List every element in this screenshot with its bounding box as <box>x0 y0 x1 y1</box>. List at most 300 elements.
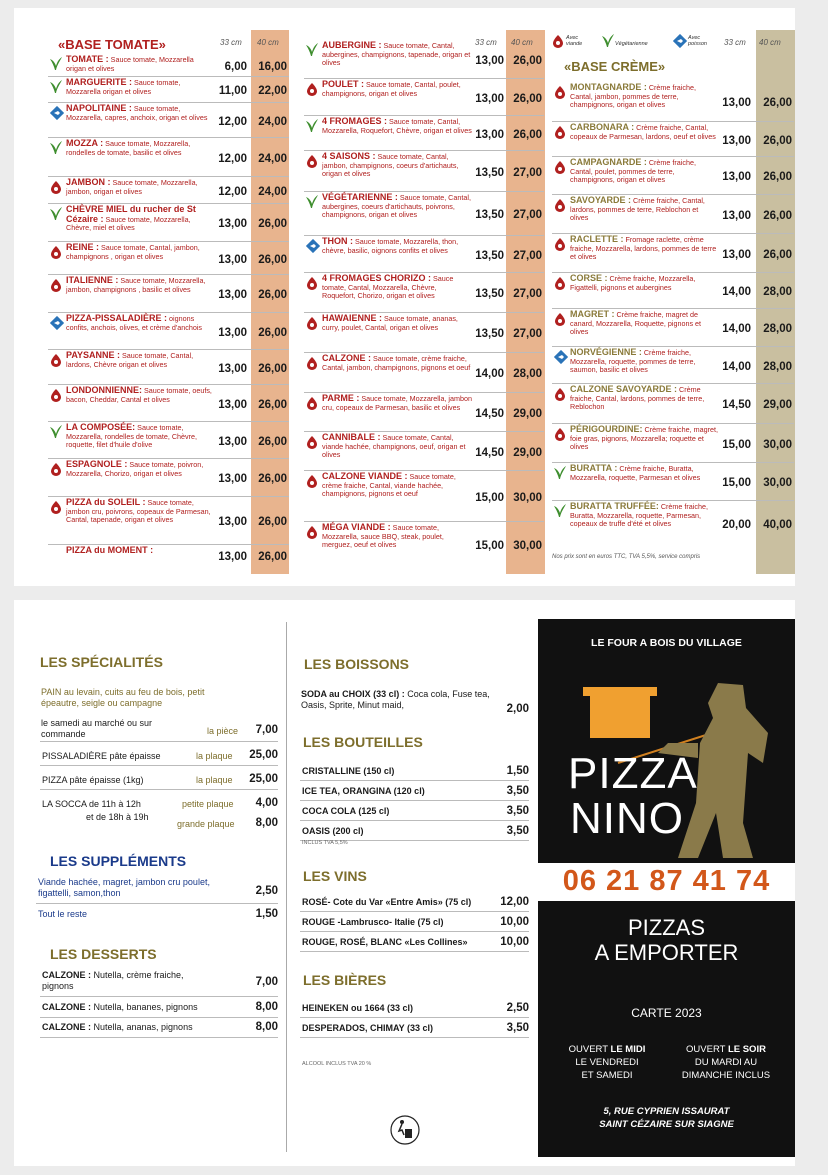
veg-icon <box>50 141 62 155</box>
meat-icon <box>50 353 62 367</box>
price-40cm: 26,00 <box>763 210 792 222</box>
price-33cm: 13,00 <box>722 210 751 222</box>
meat-icon <box>306 154 318 168</box>
price-40cm: 26,00 <box>258 363 287 375</box>
price-33cm: 13,50 <box>475 288 504 300</box>
pizza-item <box>322 274 472 301</box>
meat-icon <box>50 388 62 402</box>
socca-unit-large: grande plaque <box>177 819 235 829</box>
pizza-ingredients: Crème fraiche, Mozzarella, roquette, pommes de terre, saumon, basilic et olives <box>570 348 696 374</box>
price-40cm: 26,00 <box>258 218 287 230</box>
price-33cm: 13,00 <box>218 289 247 301</box>
dessert-desc: Nutella, crème fraiche, pignons <box>42 970 184 991</box>
meat-icon <box>554 160 566 174</box>
meat-icon <box>552 34 564 48</box>
phone-number[interactable]: 06 21 87 41 74 <box>562 865 771 897</box>
price-40cm: 29,00 <box>513 447 542 459</box>
pizza-name: JAMBON : <box>66 177 111 187</box>
opening-midi-label: OUVERT <box>568 1044 611 1055</box>
divider <box>40 789 278 790</box>
row-divider <box>300 951 529 952</box>
row-divider <box>40 1017 278 1018</box>
price-40cm: 28,00 <box>763 286 792 298</box>
price-33cm: 12,00 <box>218 153 247 165</box>
meat-icon <box>554 387 566 401</box>
item-name: HEINEKEN ou 1664 (33 cl) <box>302 1003 414 1013</box>
row-divider <box>300 1037 529 1038</box>
pizza-name: THON : <box>322 236 353 246</box>
price-40cm: 30,00 <box>513 492 542 504</box>
pizza-ingredients: oignons confits, anchois, olives, et crème d'anchois <box>66 314 203 332</box>
divider <box>36 903 278 904</box>
pizza-name: MÉGA VIANDE : <box>322 522 391 532</box>
pizza-item <box>322 472 472 499</box>
alcohol-tax-note: ALCOOL INCLUS TVA 20 % <box>302 1061 372 1067</box>
price-40cm: 26,00 <box>513 93 542 105</box>
price-33cm: 13,50 <box>475 328 504 340</box>
pizza-name: CHÈVRE MIEL du rucher de St Cézaire : <box>66 204 196 224</box>
pizza-item <box>66 55 212 73</box>
section-title-boissons: LES BOISSONS <box>304 656 410 672</box>
pizza-ingredients: Sauce tomate, Mozzarella, rondelles de tomate, Chèvre, roquette, filet d'huile d'olive <box>66 423 198 449</box>
meat-icon <box>554 427 566 441</box>
price-40cm: 30,00 <box>763 439 792 451</box>
meat-icon <box>306 356 318 370</box>
pizza-ingredients: Sauce tomate, crème fraiche, Cantal, jambon, champignons, pignons et oeuf <box>322 354 471 372</box>
supplement-1-price: 2,50 <box>255 885 278 897</box>
pizza-item <box>570 464 718 482</box>
price-33cm: 13,00 <box>218 551 247 563</box>
item-name: ICE TEA, ORANGINA (120 cl) <box>302 786 425 796</box>
price-33cm: 15,00 <box>475 540 504 552</box>
price-40cm: 26,00 <box>763 171 792 183</box>
pizza-ingredients: Crème fraiche, magret de canard, Mozzarella, Roquette, pignons et olives <box>570 310 702 336</box>
price-40cm: 26,00 <box>763 97 792 109</box>
pizza-item <box>66 78 212 96</box>
pizza-item <box>66 498 212 525</box>
item-price: 3,50 <box>506 805 529 817</box>
dessert-name: CALZONE : <box>42 1022 91 1032</box>
veg-icon <box>50 207 62 221</box>
opening-soir-line-3: DIMANCHE INCLUS <box>681 1070 771 1081</box>
price-40cm: 26,00 <box>258 327 287 339</box>
fish-icon <box>673 34 685 48</box>
pizza-ingredients: Crème fraiche, Cantal, jambon, pommes de terre, champignons, origan et olives <box>570 83 696 109</box>
pizza-item <box>570 385 718 412</box>
col2-size40-header: 40 cm <box>511 38 533 47</box>
list-item <box>302 826 482 837</box>
price-33cm: 12,00 <box>218 116 247 128</box>
section-title-supplements: LES SUPPLÉMENTS <box>50 853 187 869</box>
pizza-ingredients: Sauce tomate, Cantal, Mozzarella, Chèvre, Roquefort, Chorizo, origan et olives <box>322 274 454 300</box>
price-40cm: 28,00 <box>763 323 792 335</box>
price-40cm: 26,00 <box>513 55 542 67</box>
section-title-base-tomate: «BASE TOMATE» <box>58 37 166 52</box>
pizza-ingredients: Sauce tomate, Mozzarella, capres, anchoix, origan et olives <box>66 104 208 122</box>
col1-40cm-band <box>251 30 289 574</box>
price-40cm: 30,00 <box>513 540 542 552</box>
price-40cm: 26,00 <box>258 399 287 411</box>
veg-icon <box>554 466 566 480</box>
pizza-ingredients: Sauce tomate, Cantal, jambon, champignons, coeurs d'artichauts, origan et olives <box>322 152 459 178</box>
price-33cm: 13,50 <box>475 250 504 262</box>
pizza-name: CALZONE : <box>322 353 371 363</box>
price-33cm: 14,50 <box>475 447 504 459</box>
list-item <box>302 937 502 948</box>
price-33cm: 13,00 <box>475 55 504 67</box>
opening-soir-line-1 <box>662 1043 790 1056</box>
list-item <box>302 917 502 928</box>
pizza-ingredients: Crème fraiche, Cantal, copeaux de Parmesan, lardons, oeuf et olives <box>570 123 716 141</box>
price-33cm: 13,00 <box>722 97 751 109</box>
row-divider <box>40 1037 278 1038</box>
item-name: ROUGE -Lambrusco- Italie (75 cl) <box>302 917 444 927</box>
pizza-epaisse-unit: la plaque <box>196 775 233 785</box>
pizza-ingredients: Sauce tomate, poivron, Mozzarella, Chorizo, origan et olives <box>66 460 204 478</box>
veg-icon <box>306 119 318 133</box>
pissaladiere-price: 25,00 <box>249 749 278 761</box>
price-33cm: 13,00 <box>218 327 247 339</box>
pizza-ingredients: Sauce tomate, Mozzarella, jambon, origan et olives <box>66 178 198 196</box>
opening-soir-label: OUVERT <box>686 1044 728 1055</box>
pizza-item <box>570 274 718 292</box>
phone-banner <box>538 863 795 901</box>
pizza-ingredients: Sauce tomate, Mozzarella, thon, chèvre, basilic, oignons confits et olives <box>322 237 459 255</box>
pizza-item <box>66 178 212 196</box>
opening-soir-bold: LE SOIR <box>727 1044 766 1055</box>
dessert-price: 7,00 <box>255 976 278 988</box>
meat-icon <box>306 435 318 449</box>
pizza-ingredients: Sauce tomate, Mozzarella origan et olives <box>66 78 181 96</box>
supplement-2-price: 1,50 <box>255 908 278 920</box>
price-33cm: 14,50 <box>475 408 504 420</box>
pain-availability: le samedi au marché ou sur commande <box>41 718 153 739</box>
pizza-ingredients: Sauce tomate, Cantal, poulet, champignons, origan et olives <box>322 80 461 98</box>
meat-icon <box>306 82 318 96</box>
pizza-item <box>322 237 472 255</box>
pizza-name: PIZZA du SOLEIL : <box>66 497 146 507</box>
pizza-name: PÉRIGOURDINE: <box>570 424 643 434</box>
pizza-ingredients: Sauce tomate, Mozzarella, sauce BBQ, steak, poulet, merguez, oeuf et olives <box>322 523 444 549</box>
pizza-name: NAPOLITAINE : <box>66 103 132 113</box>
dessert-desc: Nutella, ananas, pignons <box>91 1022 193 1032</box>
meat-icon <box>306 396 318 410</box>
pizza-ingredients: Crème fraiche, Buratta, Mozzarella, roquette, Parmesan, copeaux de truffe d'été et olives <box>570 502 708 528</box>
socca-time-1: LA SOCCA de 11h à 12h <box>42 799 141 809</box>
col3-40cm-band <box>756 30 795 574</box>
item-name: CRISTALLINE (150 cl) <box>302 766 395 776</box>
pizza-item <box>66 104 212 122</box>
column-divider <box>286 622 287 1152</box>
price-40cm: 22,00 <box>258 85 287 97</box>
pizza-item <box>570 310 718 337</box>
pizza-name: SAVOYARDE : <box>570 195 632 205</box>
price-40cm: 27,00 <box>513 250 542 262</box>
veg-icon <box>50 57 62 71</box>
price-40cm: 26,00 <box>258 516 287 528</box>
pizza-item <box>66 205 212 233</box>
opening-midi-line-3: ET SAMEDI <box>581 1070 633 1081</box>
price-33cm: 15,00 <box>475 492 504 504</box>
meat-icon <box>554 85 566 99</box>
pizza-ingredients: Crème fraiche, Buratta, Mozzarella, roquette, Parmesan et olives <box>570 464 701 482</box>
brand-tagline: LE FOUR A BOIS DU VILLAGE <box>591 637 742 649</box>
item-name: DESPERADOS, CHIMAY (33 cl) <box>302 1023 434 1033</box>
pizza-name: PARME : <box>322 393 360 403</box>
pizza-item <box>66 546 212 556</box>
fish-icon <box>306 239 318 253</box>
pizza-item <box>66 243 212 261</box>
price-33cm: 14,00 <box>722 323 751 335</box>
item-price: 12,00 <box>500 896 529 908</box>
pizza-item <box>570 158 718 185</box>
meat-icon <box>554 125 566 139</box>
dessert-name: CALZONE : <box>42 1002 91 1012</box>
pizza-ingredients: Crème fraiche, magret, foie gras, pignons, Mozzarella; roquette et olives <box>570 425 719 451</box>
brand-name-line-2: NINO <box>570 794 684 843</box>
carte-year: CARTE 2023 <box>631 1006 702 1020</box>
pizza-name: POULET : <box>322 79 364 89</box>
pizza-ingredients: Crème fraiche, Cantal, poulet, pommes de terre, champignons, origan et olives <box>570 158 696 184</box>
price-40cm: 16,00 <box>258 61 287 73</box>
socca-time-2: et de 18h à 19h <box>86 812 149 822</box>
dessert-price: 8,00 <box>255 1021 278 1033</box>
row-divider <box>300 931 529 932</box>
pizza-name: CARBONARA : <box>570 122 635 132</box>
price-40cm: 24,00 <box>258 116 287 128</box>
pizza-item <box>570 196 718 223</box>
list-item <box>302 766 482 777</box>
fish-icon <box>50 316 62 330</box>
price-40cm: 26,00 <box>513 129 542 141</box>
price-40cm: 29,00 <box>513 408 542 420</box>
pizza-item <box>322 433 472 460</box>
item-name: COCA COLA (125 cl) <box>302 806 390 816</box>
pizza-name: CAMPAGNARDE : <box>570 157 647 167</box>
meat-icon <box>554 276 566 290</box>
price-33cm: 12,00 <box>218 186 247 198</box>
item-price: 3,50 <box>506 1022 529 1034</box>
fish-icon <box>50 106 62 120</box>
price-40cm: 26,00 <box>763 249 792 261</box>
pizza-item <box>66 276 212 294</box>
pain-description <box>41 687 241 709</box>
price-33cm: 13,00 <box>218 363 247 375</box>
socca-price-large: 8,00 <box>255 817 278 829</box>
supplement-2-desc: Tout le reste <box>38 909 88 919</box>
price-40cm: 29,00 <box>763 399 792 411</box>
price-40cm: 27,00 <box>513 167 542 179</box>
opening-midi <box>552 1043 662 1082</box>
supplement-1-desc: Viande hachée, magret, jambon cru poulet, figattelli, samon,thon <box>38 877 210 898</box>
divider <box>40 741 278 742</box>
legend <box>552 34 722 54</box>
veg-icon <box>602 34 614 48</box>
pizza-item <box>66 351 212 369</box>
price-33cm: 14,50 <box>722 399 751 411</box>
meat-icon <box>50 245 62 259</box>
col3-size33-header: 33 cm <box>724 38 746 47</box>
item-name: OASIS (200 cl) <box>302 826 364 836</box>
price-33cm: 14,00 <box>475 368 504 380</box>
opening-soir <box>662 1043 790 1082</box>
dessert-item <box>42 970 212 992</box>
dessert-desc: Nutella, bananes, pignons <box>91 1002 198 1012</box>
col2-size33-header: 33 cm <box>475 38 497 47</box>
brand-panel <box>538 619 795 1157</box>
pizza-item <box>322 394 472 412</box>
price-33cm: 11,00 <box>218 85 247 97</box>
pizza-name: PAYSANNE : <box>66 350 121 360</box>
takeaway-line-1: PIZZAS <box>627 915 705 940</box>
pizza-name: ITALIENNE : <box>66 275 119 285</box>
price-40cm: 24,00 <box>258 186 287 198</box>
pizza-name: PIZZA-PISSALADIÈRE : <box>66 313 168 323</box>
price-40cm: 24,00 <box>258 153 287 165</box>
meat-icon <box>50 500 62 514</box>
list-item <box>302 786 482 797</box>
pizza-ingredients: Sauce tomate, Cantal, Mozzarella, Roquefort, Chèvre, origan et olives <box>322 117 472 135</box>
pizza-item <box>322 193 472 220</box>
pizza-ingredients: Crème fraiche, Cantal, lardons, pommes de terre, Reblochon <box>570 385 705 411</box>
pizza-ingredients: Crème fraiche, Cantal, lardons, pommes de terre, Reblochon et olives <box>570 196 705 222</box>
opening-midi-line-1 <box>552 1043 662 1056</box>
list-item <box>302 1023 482 1034</box>
pizza-name: HAWAIENNE : <box>322 313 383 323</box>
row-divider <box>300 911 529 912</box>
pizza-ingredients: Sauce tomate, Mozzarella, jambon cru, copeaux de Parmesan, basilic et olives <box>322 394 473 412</box>
row-divider <box>300 800 529 801</box>
section-title-specialites: LES SPÉCIALITÉS <box>40 654 163 670</box>
price-33cm: 6,00 <box>224 61 247 73</box>
row-divider <box>300 1017 529 1018</box>
pizza-item <box>322 354 472 372</box>
pizza-ingredients: Sauce tomate, Cantal, jambon, champignons , origan et olives <box>66 243 200 261</box>
price-33cm: 13,00 <box>218 516 247 528</box>
pain-name: PAIN au levain, <box>41 687 103 697</box>
price-40cm: 40,00 <box>763 519 792 531</box>
pain-desc: cuits au feu de bois, petit épeautre, seigle ou campagne <box>41 687 205 708</box>
item-price: 3,50 <box>506 785 529 797</box>
price-33cm: 13,00 <box>218 218 247 230</box>
pizza-ingredients: Sauce tomate, crème fraiche, Cantal, viande hachée, champignons, pignons et oeuf <box>322 472 456 498</box>
soda-price: 2,00 <box>506 703 529 715</box>
pizza-item <box>66 386 212 404</box>
dessert-item <box>42 1022 212 1033</box>
pizza-name: CANNIBALE : <box>322 432 381 442</box>
pizza-name: MONTAGNARDE : <box>570 82 647 92</box>
fish-icon <box>554 350 566 364</box>
section-title-desserts: LES DESSERTS <box>50 946 157 962</box>
menu-page-pizzas <box>14 8 795 586</box>
pizza-name: CORSE : <box>570 273 608 283</box>
veg-icon <box>554 504 566 518</box>
pizza-ingredients: Sauce tomate, Mozzarella, Chèvre, miel et olives <box>66 214 191 232</box>
price-40cm: 26,00 <box>258 473 287 485</box>
pizza-name: TOMATE : <box>66 54 109 64</box>
pizza-name: BURATTA : <box>570 463 618 473</box>
pizza-name: CALZONE SAVOYARDE : <box>570 384 678 394</box>
price-33cm: 20,00 <box>722 519 751 531</box>
pizza-item <box>570 425 718 452</box>
price-33cm: 15,00 <box>722 477 751 489</box>
price-40cm: 26,00 <box>258 254 287 266</box>
pizza-name: NORVÉGIENNE : <box>570 347 642 357</box>
soda-description <box>301 689 497 711</box>
dessert-name: CALZONE : <box>42 970 91 980</box>
price-40cm: 26,00 <box>258 436 287 448</box>
legend-fish-label: Avec poisson <box>688 35 707 47</box>
meat-icon <box>554 237 566 251</box>
pizza-item <box>570 348 718 375</box>
address-line-1: 5, RUE CYPRIEN ISSAURAT <box>603 1106 730 1117</box>
price-33cm: 13,00 <box>218 399 247 411</box>
meat-icon <box>306 525 318 539</box>
pizza-name: PIZZA du MOMENT : <box>66 545 154 555</box>
recycle-bin-icon <box>390 1113 420 1147</box>
item-name: ROUGE, ROSÉ, BLANC «Les Collines» <box>302 937 468 947</box>
row-divider <box>300 820 529 821</box>
pizza-item <box>570 502 718 529</box>
pizza-ingredients: Sauce tomate, Cantal, aubergines, coeurs d'artichauts, poivrons, champignons, origan et olives <box>322 193 471 219</box>
item-price: 1,50 <box>506 765 529 777</box>
price-40cm: 26,00 <box>258 551 287 563</box>
pizza-ingredients: Sauce tomate, Mozzarella origan et olives <box>66 55 194 73</box>
dessert-price: 8,00 <box>255 1001 278 1013</box>
veg-icon <box>306 195 318 209</box>
opening-midi-line-2: LE VENDREDI <box>575 1057 639 1068</box>
pizza-name: MARGUERITE : <box>66 77 132 87</box>
pizza-ingredients: Sauce tomate, Cantal, aubergines, champignons, tapenade, origan et olives <box>322 41 471 67</box>
price-40cm: 26,00 <box>258 289 287 301</box>
price-33cm: 15,00 <box>722 439 751 451</box>
veg-icon <box>306 43 318 57</box>
pizza-name: 4 SAISONS : <box>322 151 376 161</box>
opening-soir-line-2: DU MARDI AU <box>694 1057 758 1068</box>
soda-desc: Coca cola, Fuse tea, Oasis, Sprite, Minut maid, <box>301 689 490 710</box>
section-title-base-creme: «BASE CRÈME» <box>564 59 666 74</box>
pizza-item <box>66 139 212 157</box>
legend-veg-label: Végétarienne <box>615 41 648 47</box>
meat-icon <box>554 312 566 326</box>
price-33cm: 13,50 <box>475 167 504 179</box>
pizza-item <box>322 41 472 68</box>
price-33cm: 13,00 <box>218 473 247 485</box>
price-33cm: 13,00 <box>218 436 247 448</box>
col1-size33-header: 33 cm <box>220 38 242 47</box>
menu-page-extras <box>14 600 795 1166</box>
veg-icon <box>50 80 62 94</box>
address-line-2: SAINT CÉZAIRE SUR SIAGNE <box>599 1119 734 1130</box>
legend-meat-label: Avec viande <box>566 35 583 47</box>
price-33cm: 13,00 <box>722 249 751 261</box>
price-33cm: 13,00 <box>475 129 504 141</box>
meat-icon <box>306 316 318 330</box>
price-40cm: 30,00 <box>763 477 792 489</box>
pizza-item <box>322 152 472 179</box>
price-40cm: 27,00 <box>513 209 542 221</box>
bouteilles-tax-note: INCLUS TVA 5,5% <box>302 840 348 846</box>
price-40cm: 27,00 <box>513 328 542 340</box>
meat-icon <box>306 276 318 290</box>
pain-price: 7,00 <box>255 724 278 736</box>
dessert-item <box>42 1002 212 1013</box>
pizza-name: 4 FROMAGES CHORIZO : <box>322 273 432 283</box>
price-33cm: 13,00 <box>722 135 751 147</box>
pizza-item <box>570 83 718 110</box>
col1-size40-header: 40 cm <box>257 38 279 47</box>
divider <box>40 765 278 766</box>
